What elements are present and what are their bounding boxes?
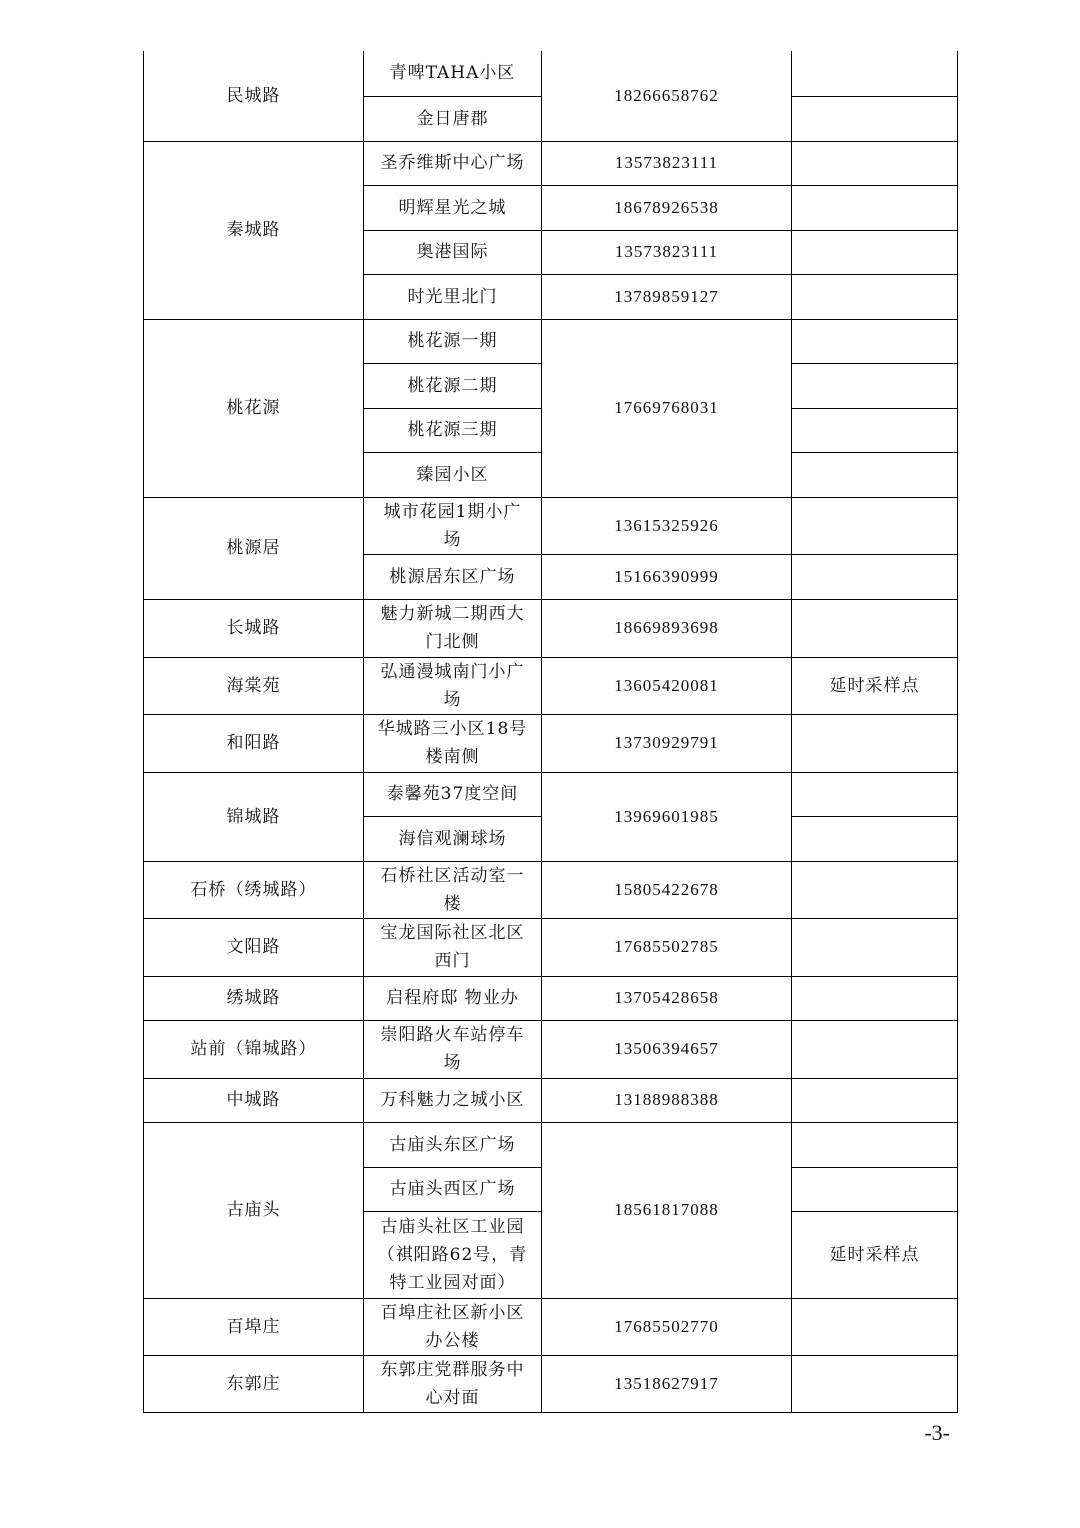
note-cell — [792, 861, 958, 918]
phone-cell: 15805422678 — [542, 861, 792, 918]
site-cell: 启程府邸 物业办 — [364, 976, 542, 1020]
sampling-sites-table — [143, 51, 958, 1413]
note-cell — [792, 408, 958, 452]
area-cell: 绣城路 — [144, 976, 364, 1020]
site-cell: 魅力新城二期西大门北侧 — [364, 599, 542, 657]
site-cell: 金日唐郡 — [364, 96, 542, 141]
site-cell: 华城路三小区18号楼南侧 — [364, 714, 542, 772]
note-cell — [792, 1298, 958, 1355]
note-cell — [792, 1078, 958, 1122]
phone-cell: 13506394657 — [542, 1020, 792, 1078]
phone-cell: 13615325926 — [542, 497, 792, 554]
phone-cell: 18561817088 — [542, 1122, 792, 1298]
note-cell — [792, 51, 958, 96]
site-cell: 古庙头东区广场 — [364, 1122, 542, 1167]
phone-cell: 13969601985 — [542, 772, 792, 861]
note-cell: 延时采样点 — [792, 1211, 958, 1298]
table-row — [144, 1078, 958, 1122]
note-cell — [792, 141, 958, 185]
area-cell: 桃花源 — [144, 319, 364, 497]
note-cell — [792, 554, 958, 599]
site-cell: 青啤TAHA小区 — [364, 51, 542, 96]
site-cell: 时光里北门 — [364, 274, 542, 319]
note-cell — [792, 274, 958, 319]
table-row — [144, 1122, 958, 1167]
phone-cell: 13730929791 — [542, 714, 792, 772]
site-cell: 奥港国际 — [364, 230, 542, 274]
site-cell: 百埠庄社区新小区办公楼 — [364, 1298, 542, 1355]
note-cell — [792, 497, 958, 554]
table-row — [144, 1298, 958, 1355]
table-row — [144, 497, 958, 554]
site-cell: 海信观澜球场 — [364, 816, 542, 861]
note-cell — [792, 1167, 958, 1211]
table-row — [144, 976, 958, 1020]
site-cell: 古庙头社区工业园（祺阳路62号，青特工业园对面） — [364, 1211, 542, 1298]
area-cell: 东郭庄 — [144, 1355, 364, 1412]
area-cell: 石桥（绣城路） — [144, 861, 364, 918]
table-row — [144, 861, 958, 918]
area-cell: 海棠苑 — [144, 657, 364, 714]
site-cell: 桃花源三期 — [364, 408, 542, 452]
table-row — [144, 141, 958, 185]
phone-cell: 17685502770 — [542, 1298, 792, 1355]
phone-cell: 13188988388 — [542, 1078, 792, 1122]
table-row — [144, 51, 958, 96]
note-cell — [792, 1355, 958, 1412]
area-cell: 中城路 — [144, 1078, 364, 1122]
area-cell: 百埠庄 — [144, 1298, 364, 1355]
note-cell — [792, 185, 958, 230]
note-cell — [792, 714, 958, 772]
site-cell: 崇阳路火车站停车场 — [364, 1020, 542, 1078]
area-cell: 民城路 — [144, 51, 364, 141]
table-row — [144, 918, 958, 976]
note-cell — [792, 1020, 958, 1078]
phone-cell: 13705428658 — [542, 976, 792, 1020]
phone-cell: 17669768031 — [542, 319, 792, 497]
site-cell: 石桥社区活动室一楼 — [364, 861, 542, 918]
phone-cell: 13605420081 — [542, 657, 792, 714]
note-cell — [792, 772, 958, 816]
note-cell — [792, 976, 958, 1020]
note-cell — [792, 918, 958, 976]
site-cell: 城市花园1期小广场 — [364, 497, 542, 554]
note-cell — [792, 1122, 958, 1167]
area-cell: 桃源居 — [144, 497, 364, 599]
table-row — [144, 319, 958, 363]
table-row — [144, 772, 958, 816]
phone-cell: 13518627917 — [542, 1355, 792, 1412]
area-cell: 和阳路 — [144, 714, 364, 772]
site-cell: 古庙头西区广场 — [364, 1167, 542, 1211]
area-cell: 秦城路 — [144, 141, 364, 319]
area-cell: 站前（锦城路） — [144, 1020, 364, 1078]
table-row — [144, 657, 958, 714]
table-row — [144, 599, 958, 657]
area-cell: 文阳路 — [144, 918, 364, 976]
phone-cell: 13573823111 — [542, 230, 792, 274]
site-cell: 弘通漫城南门小广场 — [364, 657, 542, 714]
note-cell — [792, 230, 958, 274]
page-number: -3- — [924, 1420, 950, 1445]
note-cell — [792, 599, 958, 657]
note-cell — [792, 816, 958, 861]
note-cell — [792, 96, 958, 141]
table-row — [144, 1020, 958, 1078]
site-cell: 明辉星光之城 — [364, 185, 542, 230]
site-cell: 宝龙国际社区北区西门 — [364, 918, 542, 976]
area-cell: 古庙头 — [144, 1122, 364, 1298]
site-cell: 泰馨苑37度空间 — [364, 772, 542, 816]
phone-cell: 18669893698 — [542, 599, 792, 657]
phone-cell: 13573823111 — [542, 141, 792, 185]
phone-cell: 13789859127 — [542, 274, 792, 319]
site-cell: 东郭庄党群服务中心对面 — [364, 1355, 542, 1412]
note-cell: 延时采样点 — [792, 657, 958, 714]
site-cell: 圣乔维斯中心广场 — [364, 141, 542, 185]
site-cell: 万科魅力之城小区 — [364, 1078, 542, 1122]
note-cell — [792, 319, 958, 363]
table-row — [144, 1355, 958, 1412]
table-row — [144, 714, 958, 772]
note-cell — [792, 452, 958, 497]
phone-cell: 17685502785 — [542, 918, 792, 976]
area-cell: 锦城路 — [144, 772, 364, 861]
phone-cell: 18678926538 — [542, 185, 792, 230]
site-cell: 桃源居东区广场 — [364, 554, 542, 599]
phone-cell: 18266658762 — [542, 51, 792, 141]
area-cell: 长城路 — [144, 599, 364, 657]
site-cell: 臻园小区 — [364, 452, 542, 497]
site-cell: 桃花源二期 — [364, 363, 542, 408]
note-cell — [792, 363, 958, 408]
site-cell: 桃花源一期 — [364, 319, 542, 363]
phone-cell: 15166390999 — [542, 554, 792, 599]
